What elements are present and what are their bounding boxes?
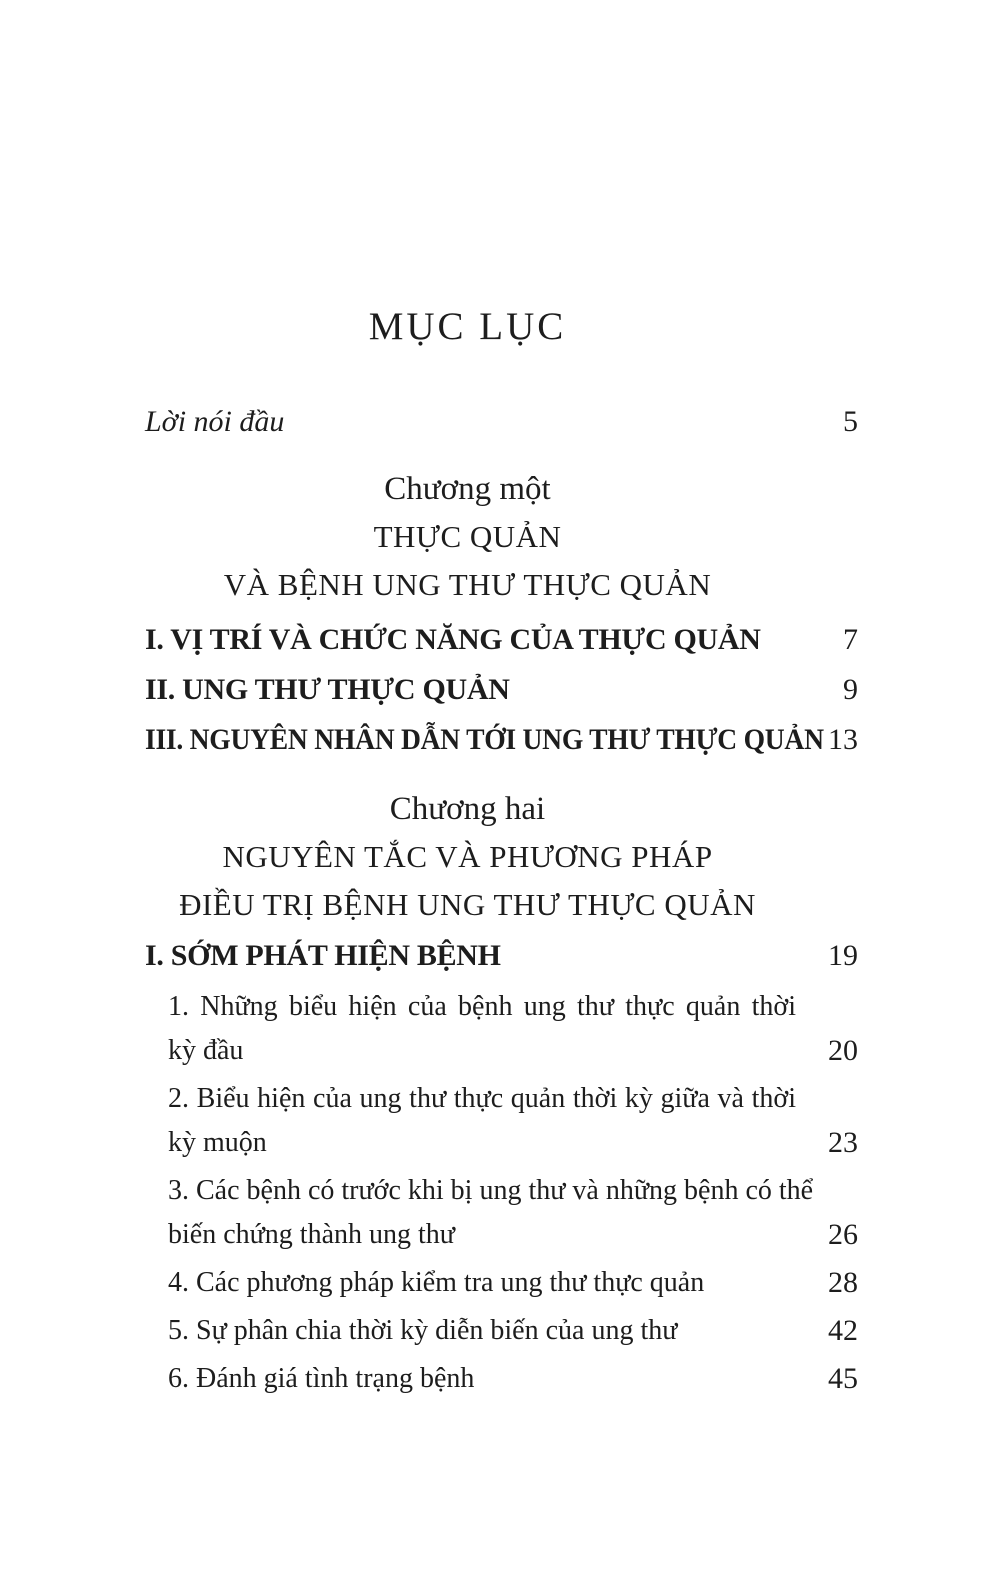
- entry-label: 4. Các phương pháp kiểm tra ung thư thực quản: [168, 1267, 705, 1298]
- entry-label: 5. Sự phân chia thời kỳ diễn biến của ung thư: [168, 1315, 678, 1346]
- entry-label: biến chứng thành ung thư: [168, 1219, 455, 1250]
- item-line-1: 3. Các bệnh có trước khi bị ung thư và những bệnh có thể: [168, 1175, 814, 1206]
- item-line-1: 2. Biểu hiện của ung thư thực quản thời kỳ giữa và thời: [168, 1083, 796, 1114]
- chapter-title-line: THỰC QUẢN: [373, 519, 562, 554]
- item-line-2: [168, 1121, 858, 1165]
- item-line-2: [168, 1029, 858, 1073]
- entry-label: III. NGUYÊN NHÂN DẪN TỚI UNG THƯ THỰC QUẢN: [145, 723, 824, 756]
- chapter-title-line: NGUYÊN TẮC VÀ PHƯƠNG PHÁP: [222, 839, 713, 874]
- chapter-title-line: ĐIỀU TRỊ BỆNH UNG THƯ THỰC QUẢN: [179, 887, 756, 922]
- page-number: 26: [828, 1218, 858, 1251]
- page-number: 20: [828, 1034, 858, 1067]
- entry-label: II. UNG THƯ THỰC QUẢN: [145, 673, 510, 706]
- toc-entry-front-matter: [145, 401, 858, 443]
- chapter-title-line: VÀ BỆNH UNG THƯ THỰC QUẢN: [223, 567, 712, 602]
- page-number: 13: [828, 723, 858, 756]
- entry-label: kỳ đầu: [168, 1035, 244, 1066]
- toc-section-row: [145, 715, 858, 765]
- page-number: 42: [828, 1314, 858, 1347]
- toc-item: [168, 1309, 858, 1353]
- toc-item: [168, 1261, 858, 1305]
- page-title: MỤC LỤC: [368, 305, 567, 348]
- chapter-two-heading-group: [145, 785, 858, 929]
- chapter-one-heading-group: [145, 465, 858, 609]
- page-number: 7: [843, 623, 858, 656]
- toc-item: [168, 1077, 858, 1165]
- toc-item: [168, 1169, 858, 1257]
- page-number: 19: [828, 939, 858, 972]
- entry-label: Lời nói đầu: [145, 405, 285, 438]
- entry-label: kỳ muộn: [168, 1127, 267, 1158]
- page-number: 45: [828, 1362, 858, 1395]
- page-number: 28: [828, 1266, 858, 1299]
- page-number: 23: [828, 1126, 858, 1159]
- item-line-2: [168, 1213, 858, 1257]
- chapter-name: Chương hai: [389, 791, 546, 827]
- entry-label: I. VỊ TRÍ VÀ CHỨC NĂNG CỦA THỰC QUẢN: [145, 623, 761, 656]
- chapter-two-items: [145, 985, 858, 1401]
- page-number: 9: [843, 673, 858, 706]
- entry-label: 6. Đánh giá tình trạng bệnh: [168, 1363, 475, 1394]
- item-line-1: 1. Những biểu hiện của bệnh ung thư thực quản thời: [168, 991, 796, 1022]
- table-of-contents: [145, 0, 858, 1401]
- chapter-one-sections: [145, 615, 858, 765]
- toc-section-row: [145, 931, 858, 981]
- chapter-name: Chương một: [384, 471, 551, 507]
- toc-item: [168, 985, 858, 1073]
- page-number: 5: [843, 405, 858, 438]
- toc-section-row: [145, 665, 858, 715]
- toc-item: [168, 1357, 858, 1401]
- entry-label: I. SỚM PHÁT HIỆN BỆNH: [145, 939, 501, 972]
- toc-section-row: [145, 615, 858, 665]
